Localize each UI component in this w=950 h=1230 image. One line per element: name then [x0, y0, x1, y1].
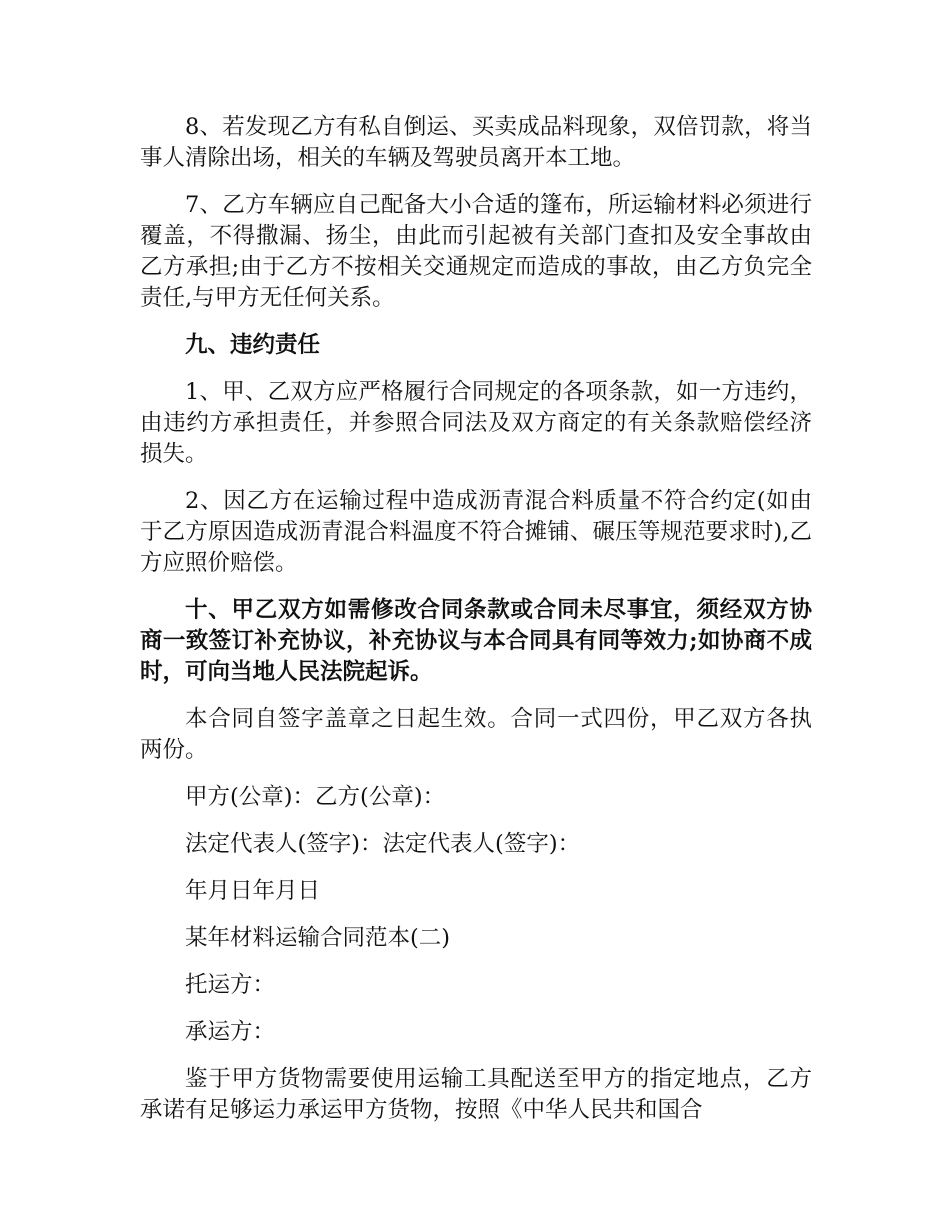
date-line: 年月日年月日: [185, 878, 321, 904]
shipper-line: 托运方：: [185, 972, 276, 998]
second-contract-title: 某年材料运输合同范本(二): [185, 925, 451, 951]
carrier-line: 承运方：: [185, 1019, 276, 1045]
section-10-heading: 十、甲乙双方如需修改合同条款或合同未尽事宜，须经双方协商一致签订补充协议，补充协议与本合同具有同等效力;如协商不成时，可向当地人民法院起诉。: [140, 597, 812, 685]
effective-date-paragraph: 本合同自签字盖章之日起生效。合同一式四份，甲乙双方各执两份。: [140, 706, 812, 763]
preamble-paragraph: 鉴于甲方货物需要使用运输工具配送至甲方的指定地点，乙方承诺有足够运力承运甲方货物，按照《中华人民共和国合: [140, 1066, 812, 1123]
clause-8-paragraph: 8、若发现乙方有私自倒运、买卖成品料现象，双倍罚款，将当事人清除出场，相关的车辆及驾驶员离开本工地。: [140, 114, 812, 171]
section-9-heading: 九、违约责任: [185, 332, 321, 358]
breach-clause-2-paragraph: 2、因乙方在运输过程中造成沥青混合料质量不符合约定(如由于乙方原因造成沥青混合料温度不符合摊铺、碾压等规范要求时),乙方应照价赔偿。: [140, 488, 812, 576]
signature-line: 法定代表人(签字)：法定代表人(签字)：: [185, 831, 581, 857]
clause-7-paragraph: 7、乙方车辆应自己配备大小合适的篷布，所运输材料必须进行覆盖，不得撒漏、扬尘，由此而引起被有关部门查扣及安全事故由乙方承担;由于乙方不按相关交通规定而造成的事故，由乙方负完全责任,与甲方无任何关系。: [140, 192, 812, 311]
breach-clause-1-paragraph: 1、甲、乙双方应严格履行合同规定的各项条款，如一方违约，由违约方承担责任，并参照合同法及双方商定的有关条款赔偿经济损失。: [140, 379, 812, 467]
document-page: [140, 112, 812, 1126]
seal-line: 甲方(公章)：乙方(公章)：: [185, 784, 446, 810]
